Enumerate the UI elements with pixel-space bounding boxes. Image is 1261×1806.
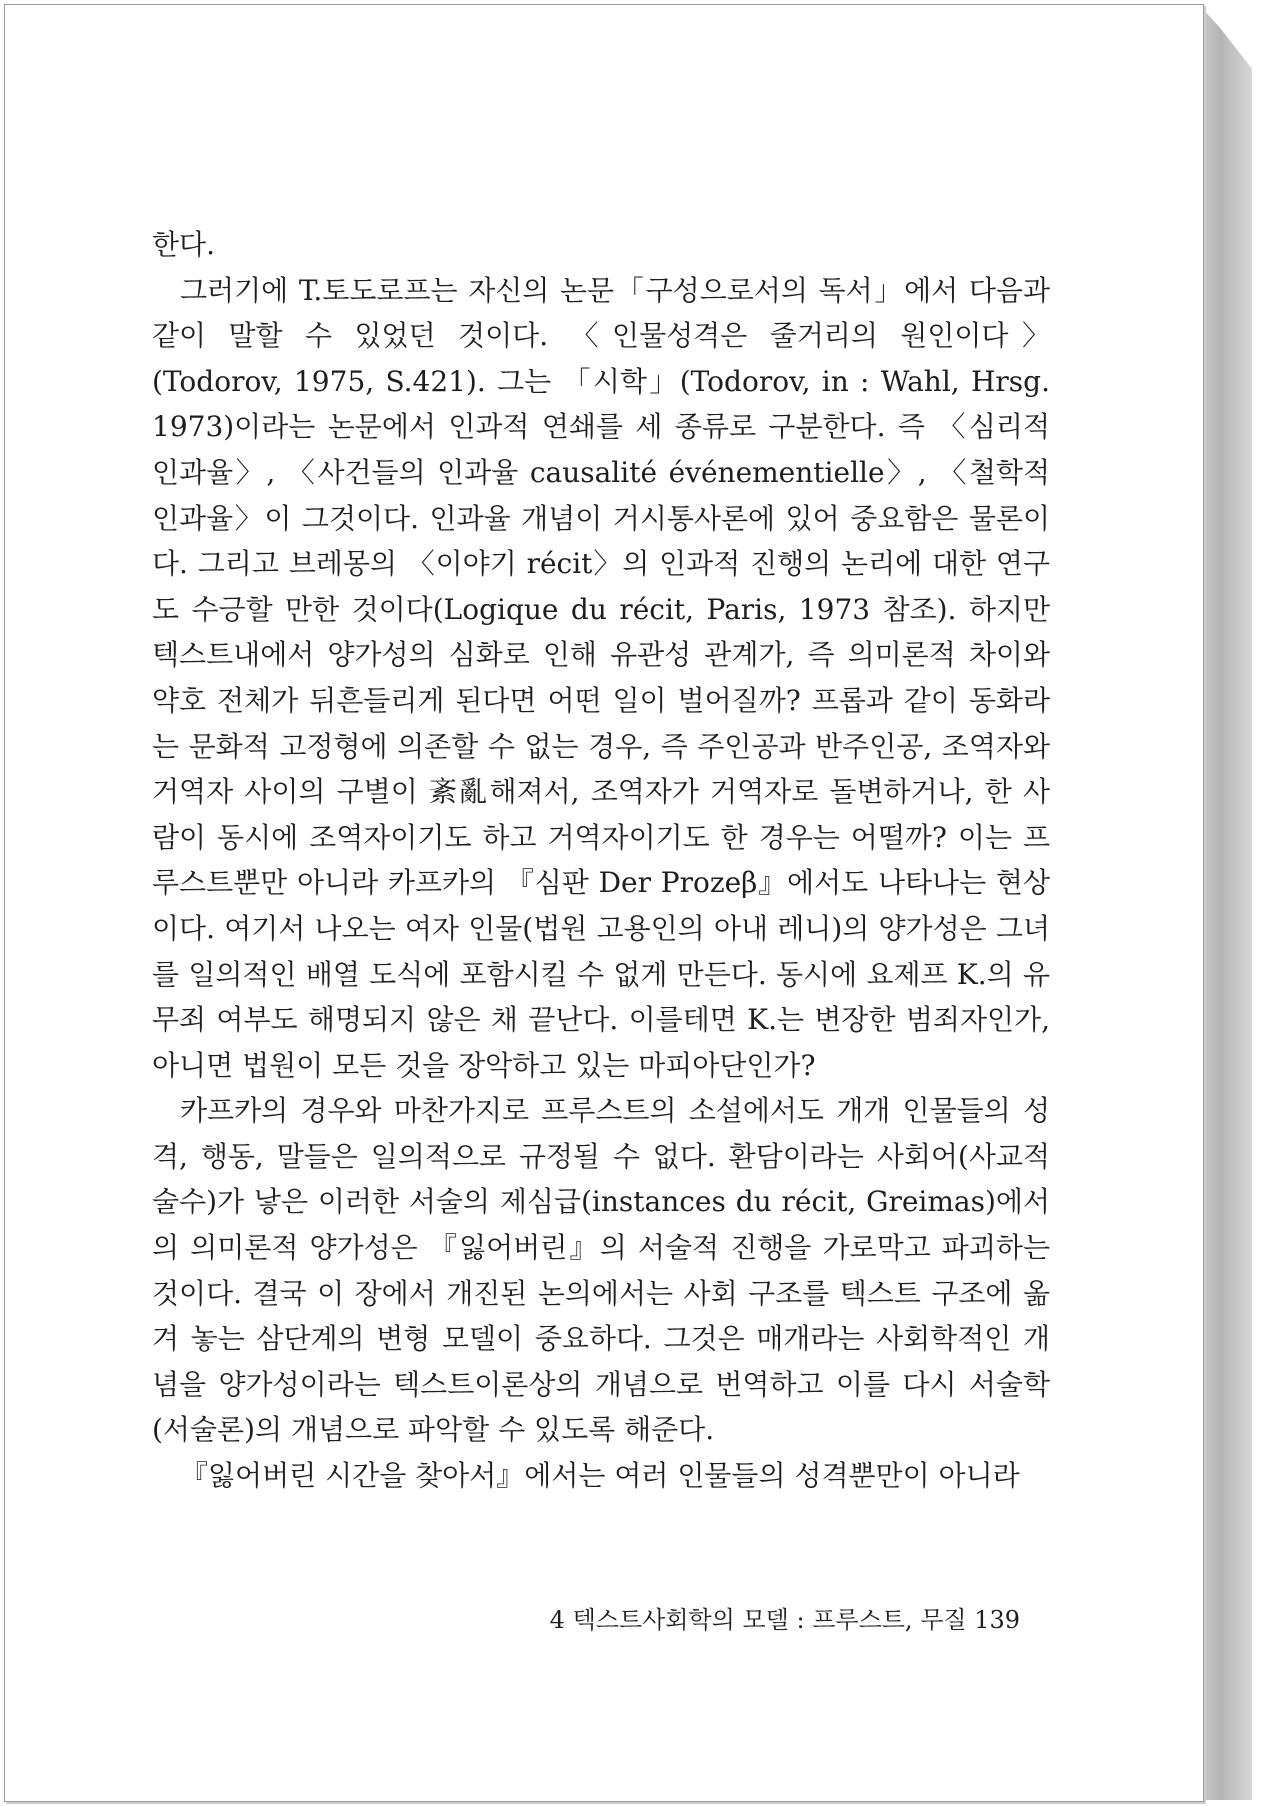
page-footer: 4 텍스트사회학의 모델 : 프루스트, 무질 139 <box>549 1606 1020 1634</box>
paragraph-4: 『잃어버린 시간을 찾아서』에서는 여러 인물들의 성격뿐만이 아니라 <box>180 1459 1020 1493</box>
paragraph-2: 그러기에 T.토도로프는 자신의 논문「구성으로서의 독서」에서 다음과 같이 말할 수 있었던 것이다. 〈인물성격은 줄거리의 원인이다〉(Todorov, 1975, S.421). 그는 「시학」(Todorov, in : Wahl, Hrsg. 1973)이라는 논문에서 인과적 연쇄를 세 종류로 구분한다. 즉 〈심리적 인과율〉, 〈사건들의 인과율 causalité événementielle〉, 〈철학적 인과율〉이 그것이다. 인과율 개념이 거시통사론에 있어 중요함은 물론이다. 그리고 브레몽의 〈이야기 récit〉의 인과적 진행의 논리에 대한 연구도 수긍할 만한 것이다(Logique du récit, Paris, 1973 참조). 하지만 텍스트내에서 양가성의 심화로 인해 유관성 관계가, 즉 의미론적 차이와 약호 전체가 뒤흔들리게 된다면 어떤 일이 벌어질까? 프롭과 같이 동화라는 문화적 고정형에 의존할 수 없는 경우, 즉 주인공과 반주인공, 조역자와 거역자 사이의 구별이 紊亂해져서, 조역자가 거역자로 돌변하거나, 한 사람이 동시에 조역자이기도 하고 거역자이기도 한 경우는 어떨까? 이는 프루스트뿐만 아니라 카프카의 『심판 Der Prozeβ』에서도 나타나는 현상이다. 여기서 나오는 여자 인물(법원 고용인의 아내 레니)의 양가성은 그녀를 일의적인 배열 도식에 포함시킬 수 없게 만든다. 동시에 요제프 K.의 유무죄 여부도 해명되지 않은 채 끝난다. 이를테면 K.는 변장한 범죄자인가, 아니면 법원이 모든 것을 장악하고 있는 마피아단인가? <box>152 273 1050 1082</box>
paragraph-3: 카프카의 경우와 마찬가지로 프루스트의 소설에서도 개개 인물들의 성격, 행동, 말들은 일의적으로 규정될 수 없다. 환담이라는 사회어(사교적 술수)가 낳은 이러한 서술의 제심급(instances du récit, Greimas)에서의 의미론적 양가성은 『잃어버린』의 서술적 진행을 가로막고 파괴하는 것이다. 결국 이 장에서 개진된 논의에서는 사회 구조를 텍스트 구조에 옮겨 놓는 삼단계의 변형 모델이 중요하다. 그것은 매개라는 사회학적인 개념을 양가성이라는 텍스트이론상의 개념으로 번역하고 이를 다시 서술학(서술론)의 개념으로 파악할 수 있도록 해준다. <box>152 1094 1050 1447</box>
paragraph-1: 한다. <box>152 228 215 261</box>
body-text <box>152 222 1050 1499</box>
page-edge-shadow <box>1200 6 1252 1800</box>
